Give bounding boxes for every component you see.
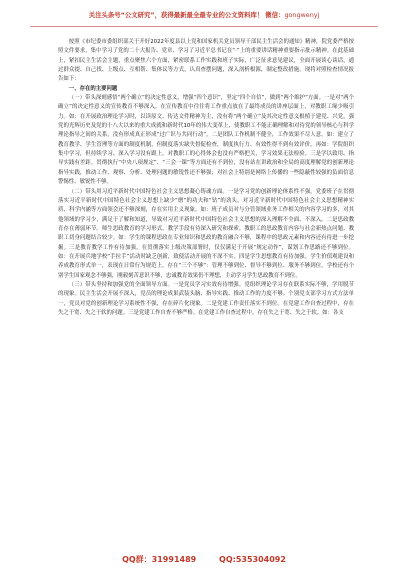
section-three-paragraph: （三）带头坚持和加强党的全面领导方面。一是党员学习实效有待增强。党组织理论学习存在联系实际不够，学用脱节的现象。民主生活会开展不深入，党员的理论成果武装头脑、指导实践、推动工作的力度不够。个别党支部学习方式方法单一，党员对党的创新理论学习系统性不强，存在碎片化现象。二是党建工作责任落实不到位。在党建工作自查过程中，存在失之于宽、失之于软的问题。三是党建工作自查不够严格。在党建工作自查过程中，存在失之于宽、失之于软。如：各支 [58,281,354,316]
intro-paragraph: 按照《市纪委市委组织部关于开好2022年度县以上党和国家机关党员领导干部民主生活会的通知》精神，院党委严格按照文件要求，集中学习了党的二十大报告、党章、学习了习近平总书记在“·”上的重要讲话精神重要指示批示精神。在此基础上，紧扣民主生活会主题，重点聚焦六个方面，紧密联系工作实践和班子实际，广泛征求意见建议，全面开展谈心谈话，通过群众提、自己找、上级点、互相帮、集体议等方式，认真查摆问题，深入剖析根源，制定整改措施。现将对照检查情况报告如下： [58,39,354,83]
section-heading: 一、存在的主要问题 [68,85,118,92]
banner-wechat-label: 微信： [265,11,285,19]
banner-wechat-id: gongwenyj [284,11,320,19]
footer-qq: QQ:535304092 [219,555,286,564]
document-body [58,38,354,318]
footer-contact [0,550,408,570]
section-one-paragraph: （一）带头深刻感悟“两个确立”的决定性意义，增强“四个意识”，坚定“四个自信”，做到“两个维护”方面。一是对“两个确立”的决定性意义的宣传教育不够深入。在宣传教育中往往将工作重点放在了最终成员的讲座层面上，对教职工缘少吸引力。如：在开展政治理论学习时，以读原文、传达文件精神为主，没有将“两个确立”及其决定性意义根植于建党、兴党，强党的光辉历史及党的十八大以来的重大成就和新时代10年的伟大变革上，使教职工不能正确理解和对待党的领导核心与科学理论指导之间的关系，没有形成真正形成“过广识与共同行动”。二是团队工作机制不健全，工作效果不尽人意。如：建立了教育教学、学生管理等方面的制度机制，但制度落实缺失督促检查，制度执行力、有效性得不到有效评价。再如：学院组织集中学习，但持续学习、深入学习没有跟上，对教职工的心得体会也没有严格把关，学习效果无法检验。三是学以致用、指导实践有差距。贯彻执行“中央八项规定”、“三会一课”等方面还有不到位，没有站在讲政治和全局的高度理解党的创新理论指导实践，推动工作、观察、分析、处理问题的敏锐性还不够强；对社会上特别是网络上传播的一些隐蔽性较强的负面信息警惕性、敏锐性不够。 [58,95,354,186]
banner-text: 关注头条号“公文研究”，获得最新最全最专业的公文资料库！ [88,11,264,19]
header-divider [30,26,378,27]
header-banner [24,6,384,24]
footer-qq-group: QQ群：31991489 [122,555,197,564]
section-two-paragraph: （二）带头用习近平新时代中国特色社会主义思想凝心铸魂方面。一是学习党的创新理论体系性不强。党委班子在贯彻落实习近平新时代中国特色社会主义思想上缺少“磨”的功夫和“钻”的劲头，对习近平新时代中国特色社会主义思想精神实质、科学内涵等方面领会还不够深刻，存在实用主义现象。如：班子成员对与分管领域业务工作相关的内容学习的多，对其他领域的学习少，满足于了解和知道，导致对习近平新时代中国特色社会主义思想的深入理解不全面、不深入。二是思政教育存在薄弱环节。师生思政教育的学习形式、教学手段有待深入研究和探索。教职工的思政教育内容与社会新热点问题、教职工切身问题结合较少。如：学生的课程思政在专业知识和思政的教育融合不够，课程中的思政元素和内容还有待进一步挖掘。三是教育教学工作有待加强。在贯彻落实上级决策部署时，仅仅满足于开展“规定动作”，谋划工作思路还不够到位。如：在开展兵地学校“手拉手”活动时缺乏创新，致使活动开展的不深不实。四是学生思想教育有待加强。学生价值观建设和养成教育形式单一，表现在日常行为规范上，存在“三个不够”：管理不够到位、督导不够到位、服务不够到位。学校还有个别学生国家观念不够强，刚毅刻苦意识不够，忠诚教育效果仍不理想，主动学习学生思政教育不到位。 [58,188,354,279]
